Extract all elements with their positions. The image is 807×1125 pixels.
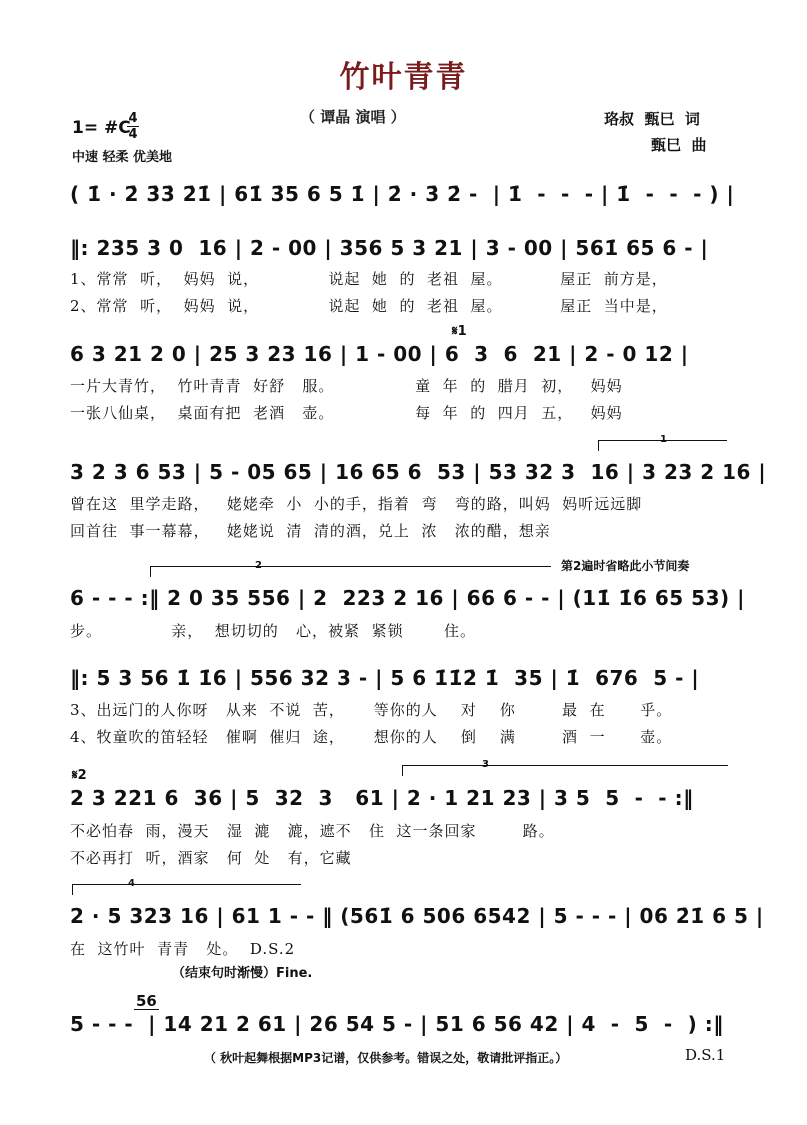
composer-credit: 甄巳 曲 [651, 136, 707, 154]
segno-1-mark: 𝄋1 [452, 324, 467, 339]
lyric-row-3-verse-1: 一片大青竹， 竹叶青青 好舒 服。 童 年 的 腊月 初， 妈妈 [70, 377, 623, 395]
score-row-1: ( 1̇ · 2̇ 3̇3̇ 2̇1̇ | 61̇ 3̇5 6 5 1̇ | 2̇ · 3̇ 2̇ - | 1̇ - - - | 1̇ - - - ) | [70, 182, 735, 206]
score-row-2: ‖: 235 3 0 16 | 2 - 00 | 356 5 3 21 | 3 - 00 | 561̇ 65 6 - | [70, 236, 709, 260]
lyric-row-6-verse-3: 3、出远门的人你呀 从来 不说 苦， 等你的人 对 你 最 在 乎。 [70, 701, 673, 719]
lyric-row-3-verse-2: 一张八仙桌， 桌面有把 老酒 壶。 每 年 的 四月 五， 妈妈 [70, 404, 623, 422]
second-time-note: 第2遍时省略此小节间奏 [561, 559, 690, 573]
lyric-row-4-verse-1: 曾在这 里学走路， 姥姥牵 小 小的手，指着 弯 弯的路，叫妈 妈听远远脚 [70, 495, 643, 513]
key-signature: 1= #C [72, 118, 131, 138]
time-signature [127, 112, 139, 141]
transcriber-footer: （ 秋叶起舞根据MP3记谱，仅供参考。错误之处，敬请批评指正。） [204, 1051, 568, 1065]
time-signature-top: 4 [128, 111, 138, 126]
score-row-3: 6 3 21 2 0 | 25 3 23 16 | 1 - 00 | 6 3 6 21 | 2 - 0 12 | [70, 342, 689, 366]
lyric-row-4-verse-2: 回首往 事一幕幕， 姥姥说 清 清的酒，兑上 浓 浓的醋，想亲 [70, 522, 551, 540]
lyric-row-8-verse-1: 在 这竹叶 青青 处。 D.S.2 [70, 940, 296, 958]
volta-number-3: 3 [482, 759, 489, 770]
song-title: 竹叶青青 [339, 60, 468, 95]
volta-number-2: 2 [255, 560, 262, 571]
score-row-6: ‖: 5 3 56 1̇ 1̇6 | 556 32 3 - | 5 6 1̇1̇2̇ 1̇ 35 | 1̇ 676 5 - | [70, 666, 700, 690]
tempo-marking: 中速 轻柔 优美地 [72, 150, 173, 165]
lyric-row-7-verse-1: 不必怕春 雨，漫天 湿 漉 漉，遮不 住 这一条回家 路。 [70, 822, 555, 840]
lyric-row-2-verse-2: 2、常常 听， 妈妈 说， 说起 她 的 老祖 屋。 屋正 当中是， [70, 297, 668, 315]
score-row-8: 2 · 5 323 16 | 61 1 - - ‖ (561̇ 6 506 6542 | 5 - - - | 06 2̇1̇ 6 5 | [70, 904, 764, 928]
volta-bracket-3 [402, 765, 728, 776]
volta-number-4: 4 [128, 878, 135, 889]
segno-2-mark: 𝄋2 [72, 768, 87, 783]
volta-bracket-2 [150, 566, 551, 577]
lyric-row-6-verse-4: 4、牧童吹的笛轻轻 催啊 催归 途， 想你的人 倒 满 酒 一 壶。 [70, 728, 673, 746]
volta-number-1: 1 [660, 434, 667, 445]
ds1-mark: D.S.1 [685, 1046, 726, 1064]
score-row-7: 2 3 221 6 36 | 5 32 3 61 | 2 · 1 21 23 | 3 5 5 - - :‖ [70, 786, 694, 810]
lyric-row-7-verse-2: 不必再打 听，酒家 何 处 有，它藏 [70, 849, 352, 867]
lyric-row-5-verse-1: 步。 亲， 想切切的 心，被紧 紧锁 住。 [70, 622, 476, 640]
performer-line: （ 谭晶 演唱 ） [300, 108, 406, 126]
lyricist-credit: 珞叔 甄巳 词 [604, 110, 700, 128]
time-signature-bottom: 4 [128, 127, 138, 142]
volta-bracket-4 [72, 884, 301, 895]
score-row-5: 6 - - - :‖ 2 0 35 556 | 2 223 2 16 | 66 6 - - | (11̇ 1̇6 65 53) | [70, 586, 745, 610]
lyric-row-2-verse-1: 1、常常 听， 妈妈 说， 说起 她 的 老祖 屋。 屋正 前方是， [70, 270, 668, 288]
score-row-4: 3 2 3 6 53 | 5 - 05 65 | 16 65 6 53 | 53 32 3 16 | 3 23 2 16 | [70, 460, 767, 484]
ending-note: （结束句时渐慢）Fine. [172, 966, 313, 981]
rest-marker: 56 [136, 992, 157, 1010]
score-row-9: 5 - - - | 14 21 2 61 | 26 54 5 - | 51 6 56 42 | 4 - 5 - ) :‖ [70, 1012, 724, 1036]
